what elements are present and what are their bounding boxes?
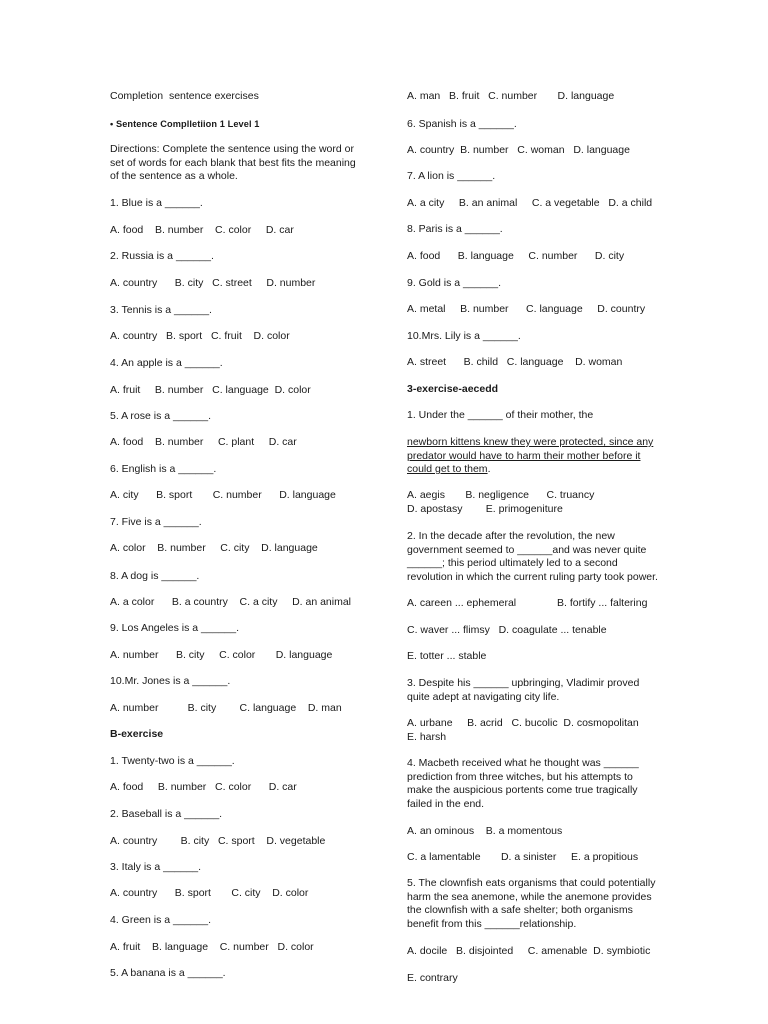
answers-8: A. a color B. a country C. a city D. an animal — [110, 596, 352, 608]
answers-3-3b: E. harsh — [407, 731, 447, 743]
question-r10: 10.Mrs. Lily is a ______. — [407, 330, 521, 342]
question-3-3: 3. Despite his ______ upbringing, Vladimir proved quite adept at navigating city life. — [407, 677, 640, 703]
question-r7: 7. A lion is ______. — [407, 170, 496, 182]
question-3-5: 5. The clownfish eats organisms that could potentially harm the sea anemone, while the anemone provides the clownfish with a safe shelter; both organisms benefit from this ______relationship. — [407, 877, 656, 930]
question-r8: 8. Paris is a ______. — [407, 223, 503, 235]
answers-10: A. number B. city C. language D. man — [110, 702, 342, 714]
question-3-4: 4. Macbeth received what he thought was ______ prediction from three witches, but his attempts to make the auspicious portents come true tragically failed in the end. — [407, 757, 639, 810]
section-heading-3: 3-exercise-aecedd — [407, 383, 499, 395]
question-b5: 5. A banana is a ______. — [110, 967, 226, 979]
answers-5: A. food B. number C. plant D. car — [110, 436, 297, 448]
question-r6: 6. Spanish is a ______. — [407, 118, 517, 130]
passage-period: . — [487, 463, 491, 475]
answers-3-3a: A. urbane B. acrid C. bucolic D. cosmopolitan — [407, 717, 639, 729]
answers-b3: A. country B. sport C. city D. color — [110, 887, 309, 899]
answers-3-4b: C. a lamentable D. a sinister E. a propitious — [407, 851, 639, 863]
answers-3-2b: C. waver ... flimsy D. coagulate ... tenable — [407, 624, 607, 636]
answers-3-4a: A. an ominous B. a momentous — [407, 825, 563, 837]
question-7: 7. Five is a ______. — [110, 516, 202, 528]
answers-2: A. country B. city C. street D. number — [110, 277, 316, 289]
question-5: 5. A rose is a ______. — [110, 410, 211, 422]
answers-r7: A. a city B. an animal C. a vegetable D. a child — [407, 197, 653, 209]
answers-3-1a: A. aegis B. negligence C. truancy — [407, 489, 595, 501]
question-10: 10.Mr. Jones is a ______. — [110, 675, 231, 687]
answers-4: A. fruit B. number C. language D. color — [110, 384, 311, 396]
answers-b1: A. food B. number C. color D. car — [110, 781, 297, 793]
answers-3-1b: D. apostasy E. primogeniture — [407, 503, 563, 515]
question-b4: 4. Green is a ______. — [110, 914, 211, 926]
answers-top: A. man B. fruit C. number D. language — [407, 90, 615, 102]
question-4: 4. An apple is a ______. — [110, 357, 223, 369]
answers-9: A. number B. city C. color D. language — [110, 649, 333, 661]
answers-r6: A. country B. number C. woman D. language — [407, 144, 630, 156]
question-8: 8. A dog is ______. — [110, 570, 200, 582]
answers-1: A. food B. number C. color D. car — [110, 224, 294, 236]
answers-3-2a: A. careen ... ephemeral B. fortify ... faltering — [407, 597, 648, 609]
answers-r8: A. food B. language C. number D. city — [407, 250, 625, 262]
section-heading-b: B-exercise — [110, 728, 164, 740]
question-1: 1. Blue is a ______. — [110, 197, 203, 209]
question-3-2: 2. In the decade after the revolution, the new government seemed to ______and was never quite ______; this period ultimately led to a second revolution in which the current ruling party took power. — [407, 530, 658, 583]
answers-7: A. color B. number C. city D. language — [110, 542, 318, 554]
directions-text: Directions: Complete the sentence using the word or set of words for each blank that best fits the meaning of the sentence as a whole. — [110, 143, 356, 182]
question-9: 9. Los Angeles is a ______. — [110, 622, 240, 634]
question-6: 6. English is a ______. — [110, 463, 217, 475]
answers-r10: A. street B. child C. language D. woman — [407, 356, 623, 368]
answers-3-5b: E. contrary — [407, 972, 458, 984]
question-3: 3. Tennis is a ______. — [110, 304, 212, 316]
question-b2: 2. Baseball is a ______. — [110, 808, 223, 820]
answers-6: A. city B. sport C. number D. language — [110, 489, 336, 501]
answers-3-2c: E. totter ... stable — [407, 650, 487, 662]
answers-b4: A. fruit B. language C. number D. color — [110, 941, 314, 953]
question-b3: 3. Italy is a ______. — [110, 861, 202, 873]
question-3-1: 1. Under the ______ of their mother, the — [407, 409, 594, 421]
level-heading: • Sentence Complletiion 1 Level 1 — [110, 119, 260, 129]
question-3-1-continued — [407, 436, 659, 477]
question-r9: 9. Gold is a ______. — [407, 277, 501, 289]
question-2: 2. Russia is a ______. — [110, 250, 214, 262]
answers-3: A. country B. sport C. fruit D. color — [110, 330, 290, 342]
question-b1: 1. Twenty-two is a ______. — [110, 755, 235, 767]
answers-r9: A. metal B. number C. language D. country — [407, 303, 646, 315]
answers-b2: A. country B. city C. sport D. vegetable — [110, 835, 326, 847]
underlined-passage: newborn kittens knew they were protected, since any predator would have to harm their mother before it could get to them — [407, 436, 654, 475]
answers-3-5a: A. docile B. disjointed C. amenable D. symbiotic — [407, 945, 651, 957]
page-title: Completion sentence exercises — [110, 90, 259, 102]
